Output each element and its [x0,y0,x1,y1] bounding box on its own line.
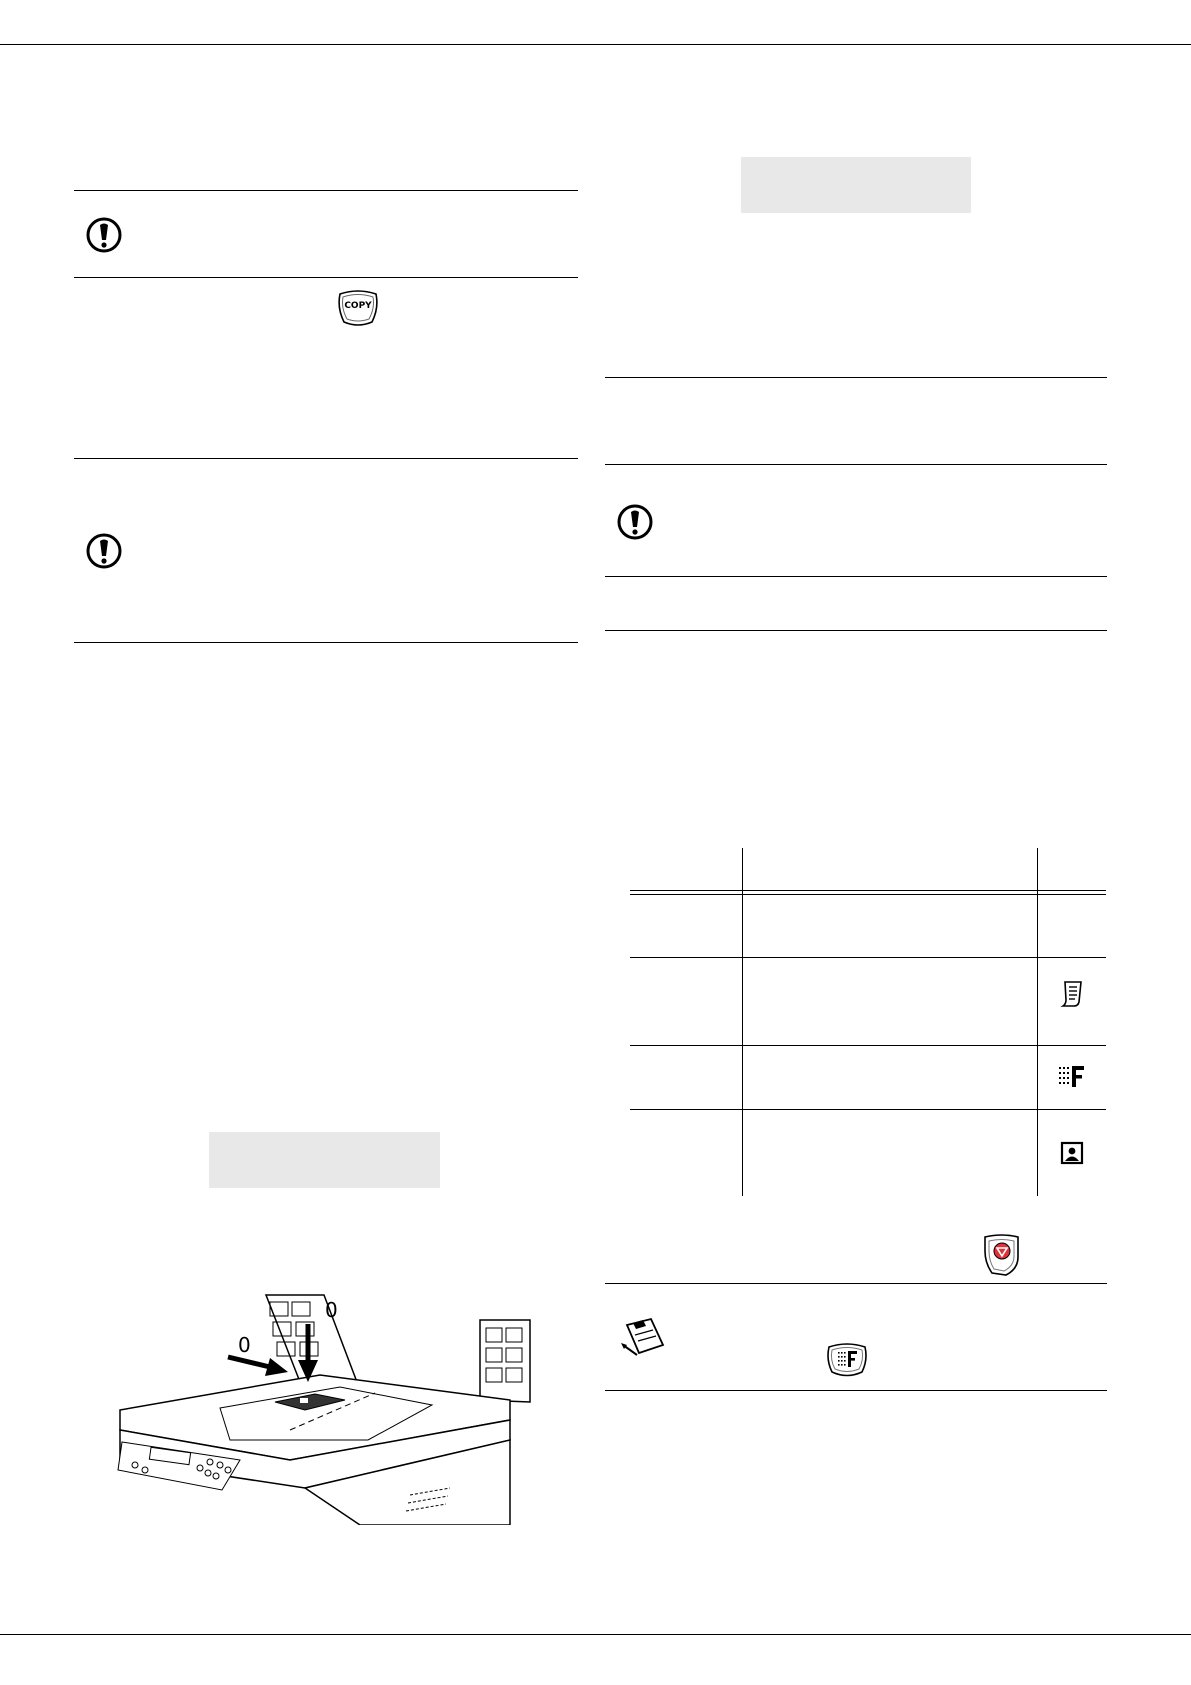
display-screen-box [209,1132,440,1188]
display-screen-box [741,157,971,213]
page-bottom-rule [0,1634,1191,1635]
warning-icon [85,216,123,254]
table-row-rule [630,1109,1106,1110]
right-section-rule-2 [605,630,1107,631]
left-warning-bottom-rule [74,277,578,278]
table-header-rule [630,890,1106,891]
page-top-rule [0,44,1191,45]
text-mode-icon [1060,980,1084,1008]
arrow-label-left: 0 [238,1333,251,1357]
table-col-divider-1 [742,848,743,1196]
table-col-divider-2 [1037,848,1038,1196]
right-warning-bottom-rule [605,576,1107,577]
table-row-rule [630,1045,1106,1046]
left-section-rule-2 [74,642,578,643]
table-row-rule [630,957,1106,958]
right-section-rule-1 [605,377,1107,378]
table-header-rule-2 [630,894,1106,895]
warning-icon [85,532,123,570]
right-warning-top-rule [605,464,1107,465]
right-note-top-rule [605,1283,1107,1284]
quality-mode-icon [1058,1065,1086,1089]
left-warning-top-rule [74,190,578,191]
right-note-bottom-rule [605,1390,1107,1391]
warning-icon [616,503,654,541]
scanner-glass-illustration [110,1290,540,1525]
copy-key-icon [336,288,380,328]
resolution-mode-key-icon [825,1341,869,1379]
stop-key-icon [982,1233,1022,1277]
arrow-label-top: 0 [325,1298,338,1322]
note-clipboard-icon [621,1315,667,1357]
photo-mode-icon [1060,1141,1084,1165]
left-section-rule-1 [74,458,578,459]
copy-key-label: COPY [344,301,372,311]
